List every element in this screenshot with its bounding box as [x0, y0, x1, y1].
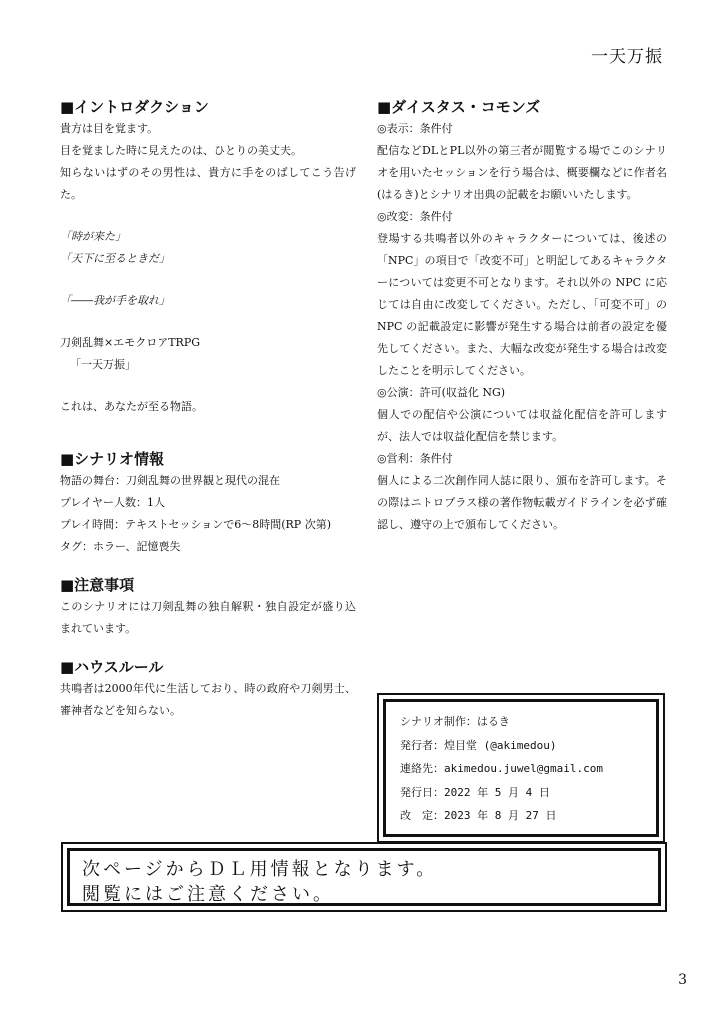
- license-item-label: ◎公演：許可(収益化 NG): [377, 386, 506, 399]
- credit-publisher: 発行者：煌目堂 (@akimedou): [400, 738, 557, 752]
- intro-scenario-title: 「一天万振」: [70, 358, 136, 371]
- license-item-text: 登場する共鳴者以外のキャラクターについては、後述の「NPC」の項目で「改変不可」と明記してあるキャラクターについては変更不可となります。それ以外の NPC に応じては自由に改変してください。ただし、「可変不可」の NPC の記載設定に影響が発生する場合は前者の設定を優先してください。また、大幅な改変が発生する場合は改変したことを明示してください。: [377, 232, 667, 377]
- notice-box: [61, 842, 667, 912]
- license-item-label: ◎表示：条件付: [377, 122, 453, 135]
- license-item-text: 配信などDLとPL以外の第三者が閲覧する場でこのシナリオを用いたセッションを行う場合は、概要欄などに作者名(はるき)とシナリオ出典の記載をお願いいたします。: [377, 144, 667, 201]
- scenario-info-section: [60, 448, 356, 558]
- house-rules-heading: ■ハウスルール: [60, 658, 164, 676]
- license-item-text: 個人による二次創作同人誌に限り、頒布を許可します。その際はニトロプラス様の著作物転載ガイドラインを必ず確認し、遵守の上で頒布してください。: [377, 474, 667, 531]
- license-item-text: 個人での配信や公演については収益化配信を許可しますが、法人では収益化配信を禁じます。: [377, 408, 667, 443]
- intro-system: 刀剣乱舞×エモクロアTRPG: [60, 336, 201, 349]
- intro-line: 知らないはずのその男性は、貴方に手をのばしてこう告げた。: [60, 166, 356, 201]
- left-column: [60, 96, 356, 738]
- house-rules-text: 共鳴者は2000年代に生活しており、時の政府や刀剣男士、審神者などを知らない。: [60, 682, 356, 717]
- intro-quote: 「時が来た」: [60, 230, 126, 243]
- scenario-info-line: タグ：ホラー、記憶喪失: [60, 540, 181, 553]
- right-column: [377, 96, 667, 536]
- intro-heading: ■イントロダクション: [60, 98, 209, 116]
- scenario-info-line: プレイ時間：テキストセッションで6～8時間(RP 次第): [60, 518, 331, 531]
- scenario-info-heading: ■シナリオ情報: [60, 450, 165, 468]
- credit-contact: 連絡先：akimedou.juwel@gmail.com: [400, 762, 603, 775]
- credits-inner-frame: [383, 699, 659, 837]
- notes-text: このシナリオには刀剣乱舞の独自解釈・独自設定が盛り込まれています。: [60, 600, 356, 635]
- license-item-label: ◎営利：条件付: [377, 452, 453, 465]
- scenario-info-line: プレイヤー人数：1人: [60, 496, 166, 509]
- notice-line-2: 閲覧にはご注意ください。: [82, 884, 334, 905]
- notes-heading: ■注意事項: [60, 576, 135, 594]
- page-number: 3: [678, 972, 687, 988]
- credits-box: [377, 693, 665, 843]
- document-title: 一天万振: [591, 47, 663, 67]
- intro-line: 貴方は目を覚ます。: [60, 122, 159, 135]
- credit-author: シナリオ制作：はるき: [400, 715, 510, 728]
- intro-quote: 「――我が手を取れ」: [60, 294, 170, 307]
- notice-line-1: 次ページからＤＬ用情報となります。: [82, 859, 438, 880]
- credit-published-date: 発行日：2022 年 5 月 4 日: [400, 785, 550, 799]
- license-item-label: ◎改変：条件付: [377, 210, 453, 223]
- intro-quote: 「天下に至るときだ」: [60, 252, 170, 265]
- intro-closing: これは、あなたが至る物語。: [60, 400, 203, 413]
- house-rules-section: [60, 656, 356, 722]
- scenario-info-line: 物語の舞台：刀剣乱舞の世界観と現代の混在: [60, 474, 280, 487]
- license-heading: ■ダイスタス・コモンズ: [377, 98, 541, 116]
- notice-inner-frame: [67, 848, 661, 906]
- intro-section: [60, 96, 356, 418]
- intro-line: 目を覚ました時に見えたのは、ひとりの美丈夫。: [60, 144, 302, 157]
- notes-section: [60, 574, 356, 640]
- credit-revised-date: 改 定：2023 年 8 月 27 日: [400, 809, 557, 822]
